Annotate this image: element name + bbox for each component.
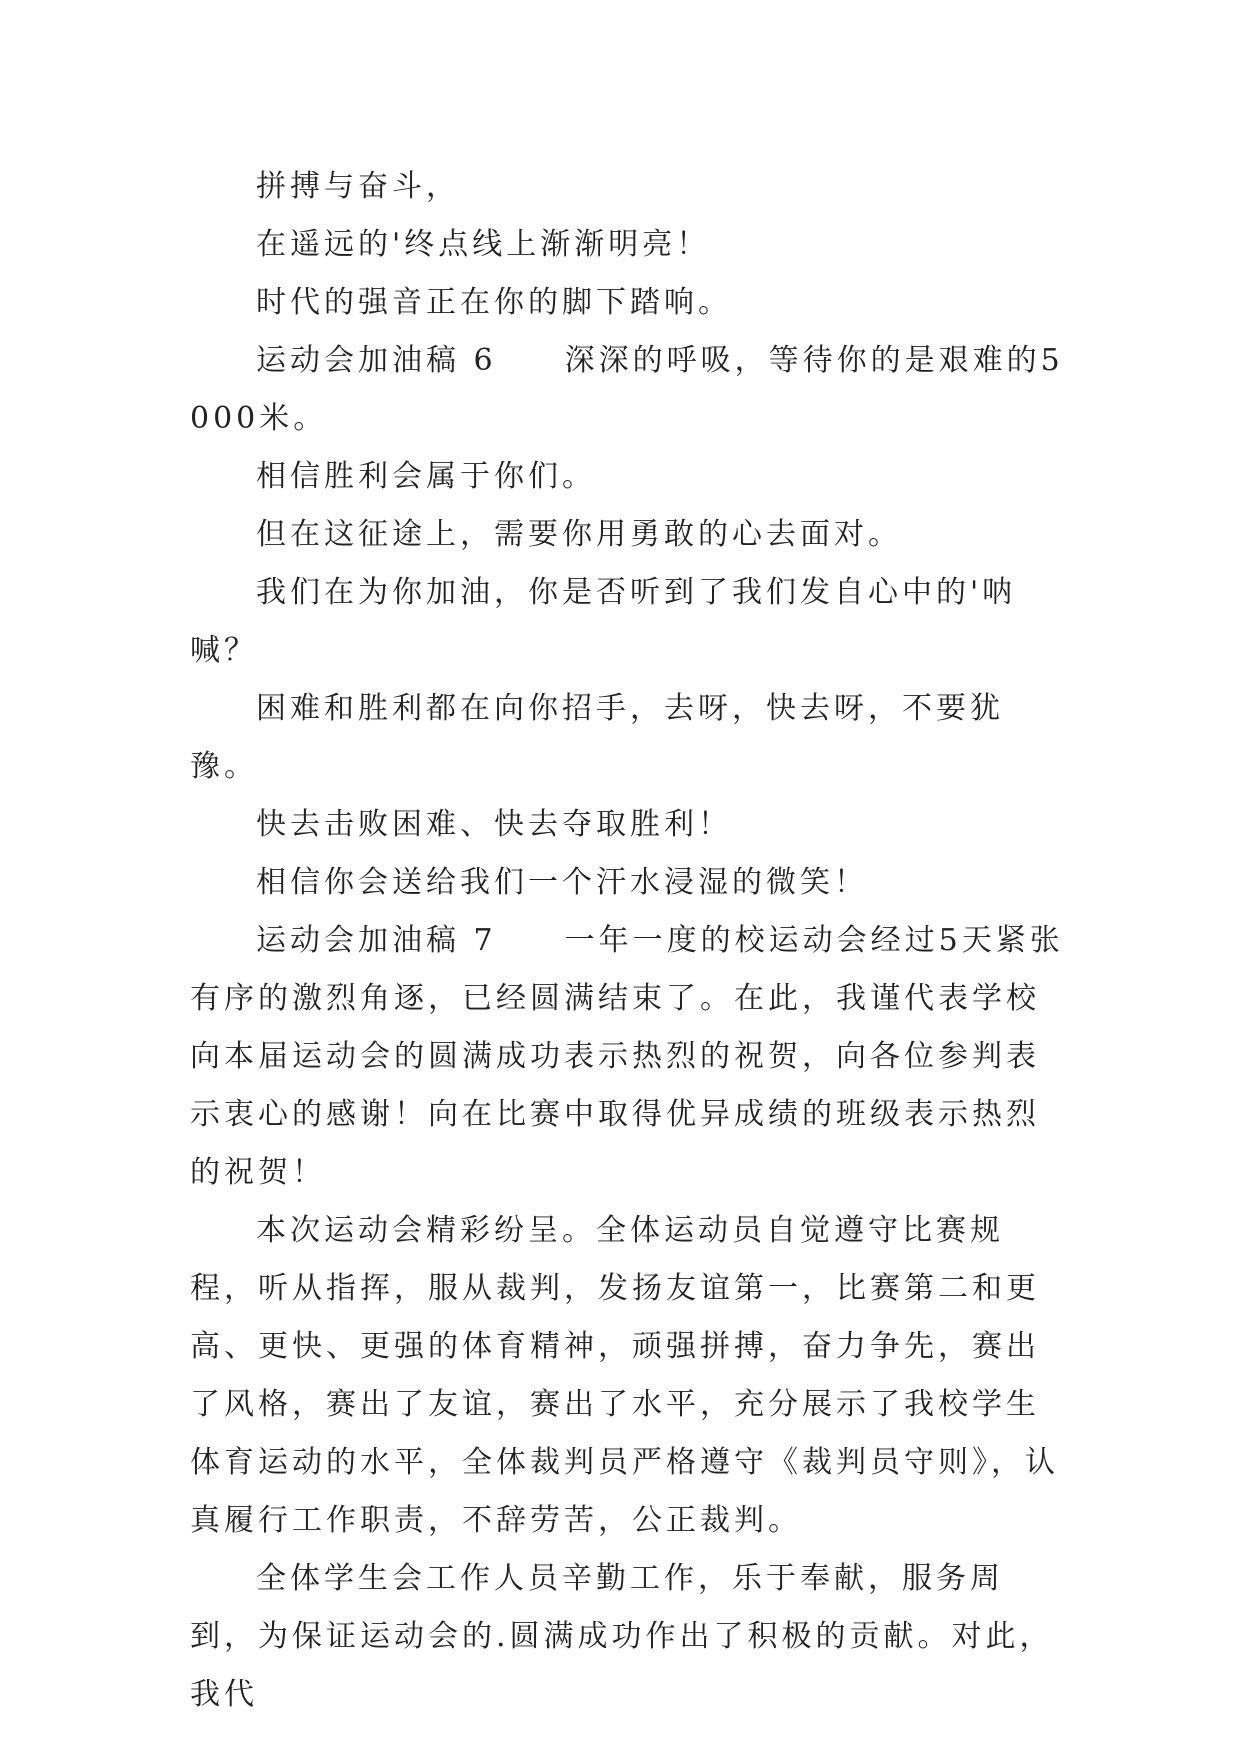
paragraph: 快去击败困难、快去夺取胜利！ bbox=[256, 807, 732, 842]
paragraph: 在遥远的'终点线上渐渐明亮！ bbox=[256, 227, 711, 262]
paragraph: 困难和胜利都在向你招手，去呀，快去呀，不要犹豫。 bbox=[190, 691, 1004, 784]
paragraph: 相信胜利会属于你们。 bbox=[256, 459, 596, 494]
paragraph: 全体学生会工作人员辛勤工作，乐于奉献，服务周到，为保证运动会的.圆满成功作出了积极的贡献。对此，我代 bbox=[190, 1561, 1054, 1712]
paragraph: 运动会加油稿 6 深深的呼吸，等待你的是艰难的5000米。 bbox=[190, 343, 1064, 436]
paragraph: 但在这征途上，需要你用勇敢的心去面对。 bbox=[256, 517, 902, 552]
paragraph: 时代的强音正在你的脚下踏响。 bbox=[256, 285, 732, 320]
paragraph: 本次运动会精彩纷呈。全体运动员自觉遵守比赛规程，听从指挥，服从裁判，发扬友谊第一，比赛第二和更高、更快、更强的体育精神，顽强拼搏，奋力争先，赛出了风格，赛出了友谊，赛出了水平，充分展示了我校学生体育运动的水平，全体裁判员严格遵守《裁判员守则》，认真履行工作职责，不辞劳苦，公正裁判。 bbox=[190, 1213, 1059, 1538]
paragraph: 运动会加油稿 7 一年一度的校运动会经过5天紧张有序的激烈角逐，已经圆满结束了。在此，我谨代表学校向本届运动会的圆满成功表示热烈的祝贺，向各位参判表示衷心的感谢！向在比赛中取得优异成绩的班级表示热烈的祝贺！ bbox=[190, 923, 1064, 1190]
paragraph: 相信你会送给我们一个汗水浸湿的微笑！ bbox=[256, 865, 868, 900]
paragraph: 我们在为你加油，你是否听到了我们发自心中的'呐喊？ bbox=[190, 575, 1017, 668]
document-page bbox=[190, 158, 1070, 1724]
paragraph: 拼搏与奋斗， bbox=[256, 169, 460, 204]
